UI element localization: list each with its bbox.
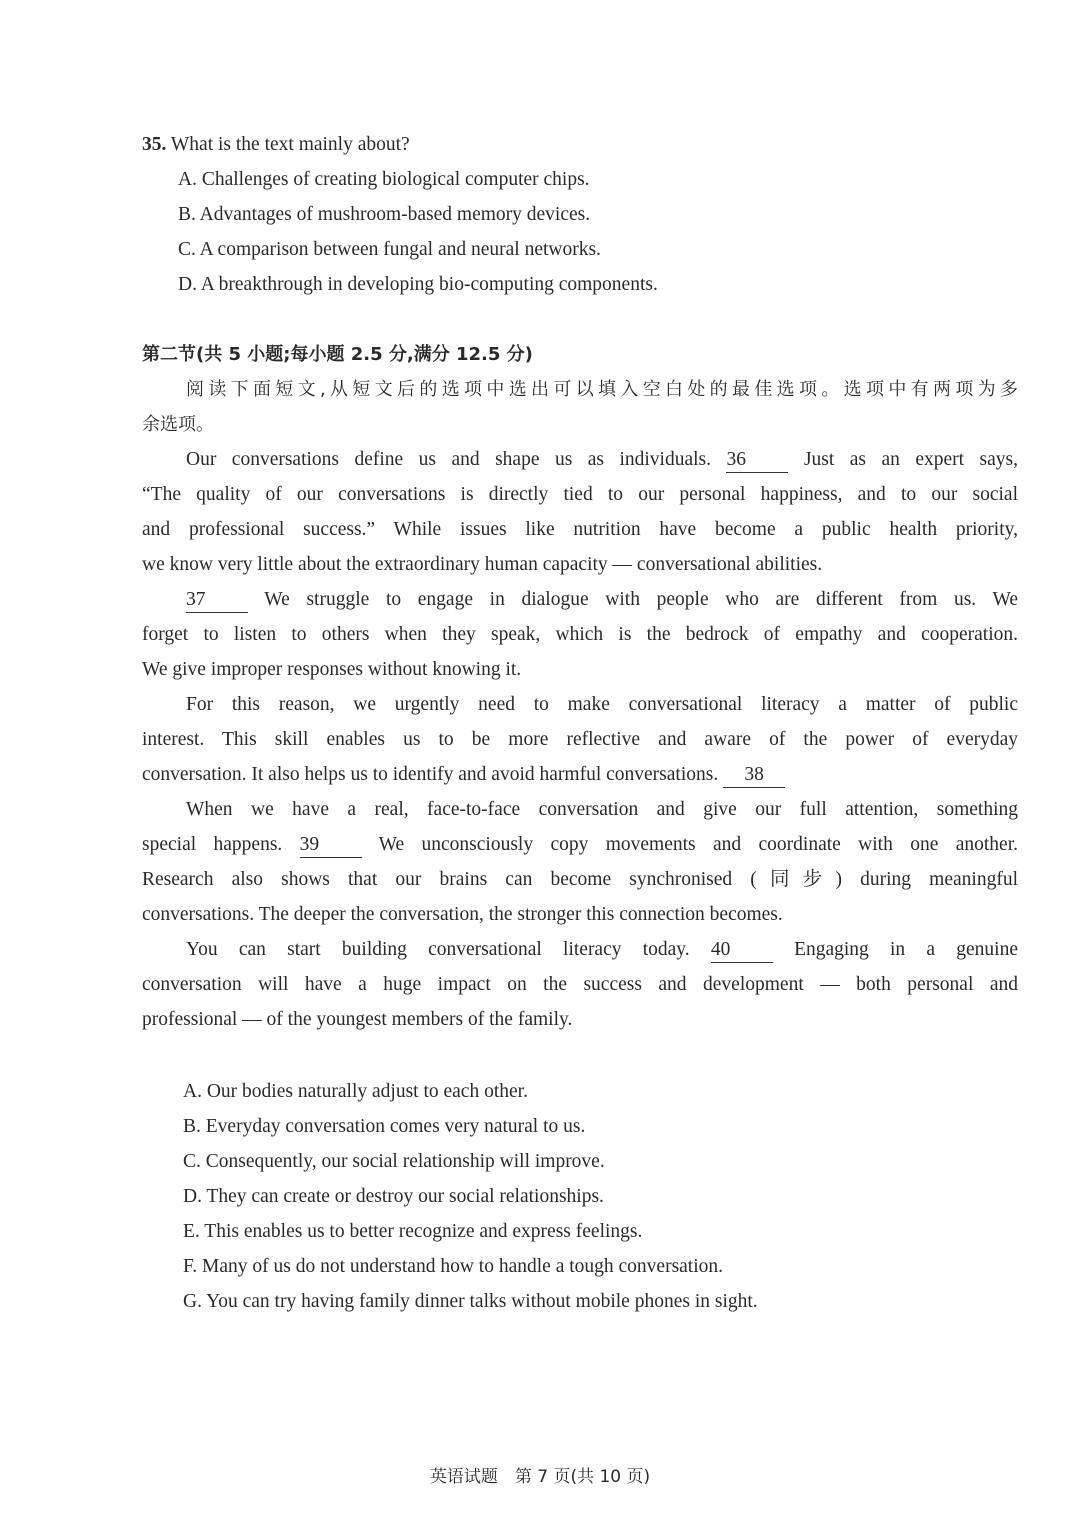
paragraph bbox=[142, 442, 1018, 582]
paragraph bbox=[142, 932, 1018, 1037]
choice-c: C. Consequently, our social relationship will improve. bbox=[183, 1151, 605, 1172]
text-segment: conversation. It also helps us to identify and avoid harmful conversations. bbox=[142, 764, 724, 785]
text-segment: You can start building conversational literacy today. bbox=[186, 939, 711, 960]
passage-line bbox=[142, 792, 1018, 827]
passage-line bbox=[142, 1002, 1018, 1037]
answer-blank: 37 bbox=[186, 588, 248, 613]
section-two bbox=[142, 337, 1018, 1037]
text-segment: Just as an expert says, bbox=[788, 449, 1018, 470]
passage-line bbox=[142, 862, 1018, 897]
answer-blank: 36 bbox=[726, 448, 788, 473]
option-a: A. Challenges of creating biological computer chips. bbox=[178, 169, 590, 190]
answer-blank: 39 bbox=[300, 833, 362, 858]
passage-line bbox=[142, 652, 1018, 687]
text-segment: We struggle to engage in dialogue with people who are different from us. We bbox=[248, 589, 1018, 610]
passage-line bbox=[142, 617, 1018, 652]
text-segment: Our conversations define us and shape us as individuals. bbox=[186, 449, 727, 470]
question-number: 35. bbox=[142, 134, 167, 155]
choice-d: D. They can create or destroy our social relationships. bbox=[183, 1186, 604, 1207]
text-segment: professional — of the youngest members of the family. bbox=[142, 1009, 573, 1030]
passage-line bbox=[142, 967, 1018, 1002]
text-segment: We unconsciously copy movements and coordinate with one another. bbox=[361, 834, 1018, 855]
passage-line bbox=[142, 442, 1018, 477]
section-header: 第二节(共 5 小题;每小题 2.5 分,满分 12.5 分) bbox=[142, 344, 533, 365]
passage-line bbox=[142, 827, 1018, 862]
text-segment: and professional success.” While issues like nutrition have become a public health priority, bbox=[142, 519, 1018, 540]
option-b: B. Advantages of mushroom-based memory devices. bbox=[178, 204, 591, 225]
text-segment: conversations. The deeper the conversation, the stronger this connection becomes. bbox=[142, 904, 783, 925]
text-segment: conversation will have a huge impact on the success and development — both personal and bbox=[142, 974, 1018, 995]
text-segment: we know very little about the extraordinary human capacity — conversational abilities. bbox=[142, 554, 823, 575]
paragraph bbox=[142, 687, 1018, 792]
text-segment: forget to listen to others when they speak, which is the bedrock of empathy and cooperation. bbox=[142, 624, 1018, 645]
passage-line bbox=[142, 932, 1018, 967]
passage-line bbox=[142, 477, 1018, 512]
passage-line bbox=[142, 722, 1018, 757]
text-segment: special happens. bbox=[142, 834, 300, 855]
question-stem: 35. What is the text mainly about? bbox=[142, 134, 410, 155]
instruction-line: 余选项。 bbox=[142, 414, 214, 435]
instruction-line: 阅读下面短文,从短文后的选项中选出可以填入空白处的最佳选项。选项中有两项为多 bbox=[186, 379, 1018, 400]
passage-line bbox=[142, 547, 1018, 582]
text-segment: For this reason, we urgently need to make conversational literacy a matter of public bbox=[186, 694, 1018, 715]
passage-line bbox=[142, 512, 1018, 547]
paragraph bbox=[142, 582, 1018, 687]
passage-line bbox=[142, 582, 1018, 617]
choice-g: G. You can try having family dinner talks without mobile phones in sight. bbox=[183, 1291, 758, 1312]
choices-list bbox=[142, 1074, 1018, 1319]
text-segment: interest. This skill enables us to be more reflective and aware of the power of everyday bbox=[142, 729, 1018, 750]
passage-line bbox=[142, 897, 1018, 932]
choice-f: F. Many of us do not understand how to handle a tough conversation. bbox=[183, 1256, 724, 1277]
text-segment: “The quality of our conversations is directly tied to our personal happiness, and to our social bbox=[142, 484, 1018, 505]
choice-b: B. Everyday conversation comes very natural to us. bbox=[183, 1116, 586, 1137]
option-d: D. A breakthrough in developing bio-computing components. bbox=[178, 274, 658, 295]
answer-blank: 38 bbox=[723, 763, 785, 788]
passage-line bbox=[142, 757, 1018, 792]
page-footer: 英语试题 第 7 页(共 10 页) bbox=[429, 1467, 651, 1487]
choice-a: A. Our bodies naturally adjust to each other. bbox=[183, 1081, 528, 1102]
answer-blank: 40 bbox=[711, 938, 773, 963]
question-35 bbox=[142, 127, 1018, 302]
text-segment: Research also shows that our brains can become synchronised (同步) during meaningful bbox=[142, 869, 1018, 890]
text-segment: Engaging in a genuine bbox=[772, 939, 1018, 960]
passage bbox=[142, 442, 1018, 1037]
paragraph bbox=[142, 792, 1018, 932]
text-segment: When we have a real, face-to-face conversation and give our full attention, something bbox=[186, 799, 1018, 820]
option-c: C. A comparison between fungal and neural networks. bbox=[178, 239, 601, 260]
text-segment: We give improper responses without knowing it. bbox=[142, 659, 522, 680]
choice-e: E. This enables us to better recognize and express feelings. bbox=[183, 1221, 643, 1242]
passage-line bbox=[142, 687, 1018, 722]
